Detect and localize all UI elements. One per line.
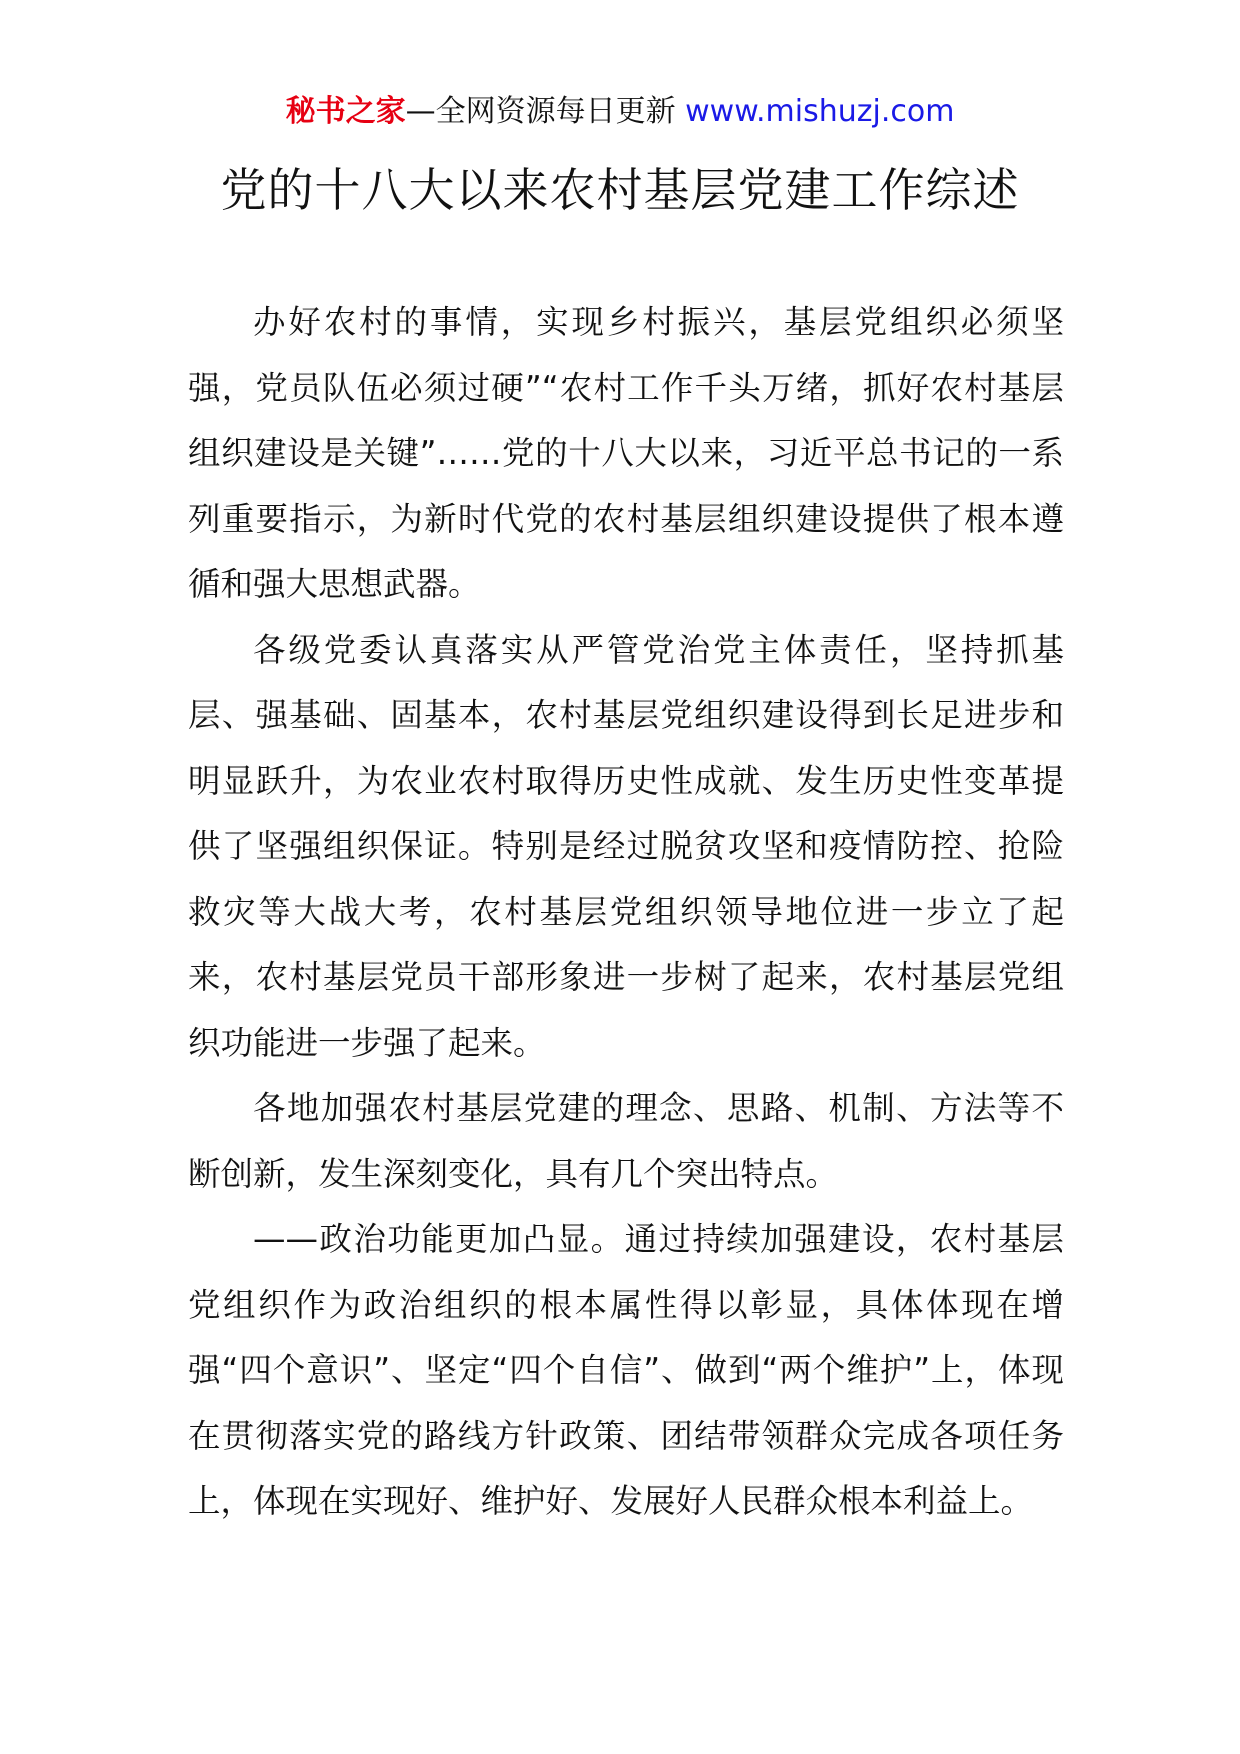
document-title: 党的十八大以来农村基层党建工作综述 [220,163,1020,217]
site-tagline: —全网资源每日更新 [405,94,686,129]
site-header [0,92,1240,132]
paragraph: 各级党委认真落实从严管党治党主体责任，坚持抓基层、强基础、固基本，农村基层党组织建设得到长足进步和明显跃升，为农业农村取得历史性成就、发生历史性变革提供了坚强组织保证。特别是经过脱贫攻坚和疫情防控、抢险救灾等大战大考，农村基层党组织领导地位进一步立了起来，农村基层党员干部形象进一步树了起来，农村基层党组织功能进一步强了起来。 [188,630,1064,1062]
paragraph: 各地加强农村基层党建的理念、思路、机制、方法等不断创新，发生深刻变化，具有几个突出特点。 [188,1089,1064,1193]
paragraph: 办好农村的事情，实现乡村振兴，基层党组织必须坚强，党员队伍必须过硬”“农村工作千头万绪，抓好农村基层组织建设是关键”……党的十八大以来，习近平总书记的一系列重要指示，为新时代党的农村基层组织建设提供了根本遵循和强大思想武器。 [188,303,1064,603]
paragraph: ——政治功能更加凸显。通过持续加强建设，农村基层党组织作为政治组织的根本属性得以彰显，具体体现在增强“四个意识”、坚定“四个自信”、做到“两个维护”上，体现在贯彻落实党的路线方针政策、团结带领群众完成各项任务上，体现在实现好、维护好、发展好人民群众根本利益上。 [188,1220,1064,1520]
site-url-link[interactable]: www.mishuzj.com [685,94,955,129]
document-body [188,290,1064,1535]
site-brand: 秘书之家 [285,94,406,129]
